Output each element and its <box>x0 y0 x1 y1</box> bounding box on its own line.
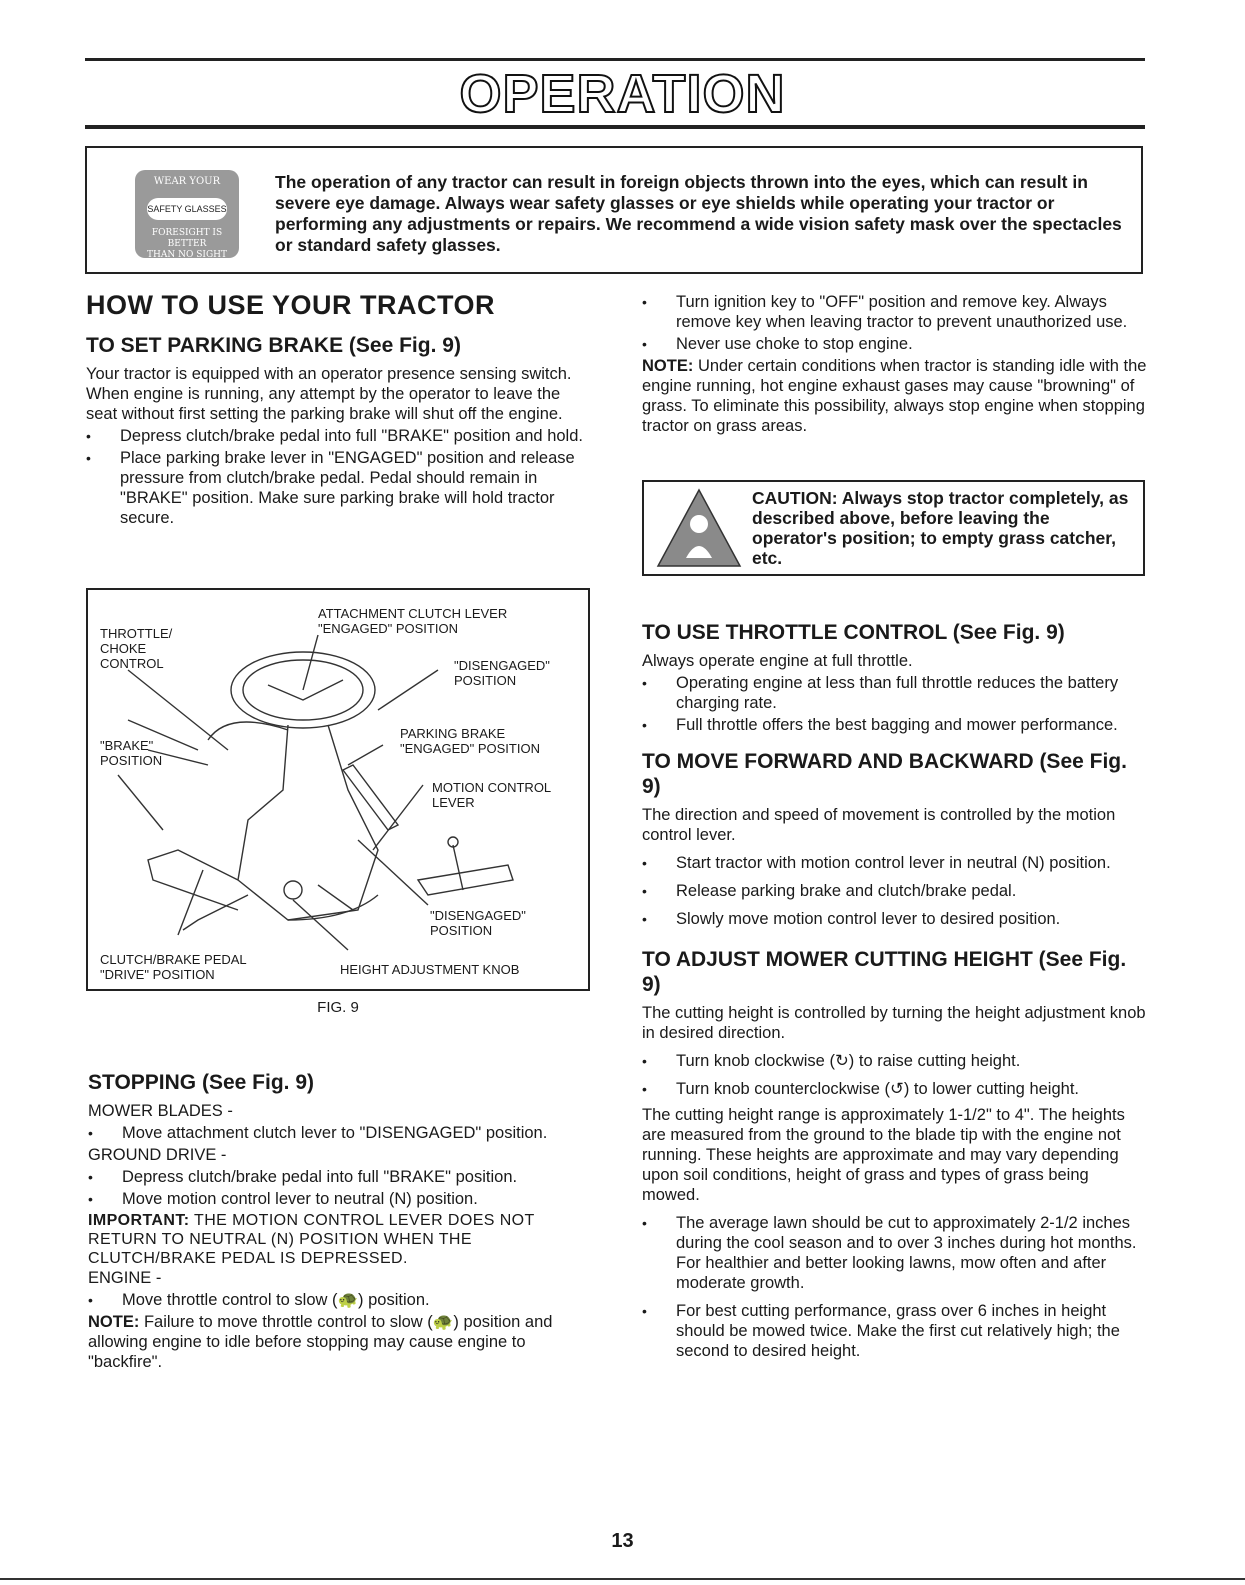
safety-warning-box <box>85 146 1143 274</box>
parking-brake-intro: Your tractor is equipped with an operator presence sensing switch. When engine is running, any attempt by the operator to leave the seat without first setting the parking brake will shut off the engine. <box>86 365 572 423</box>
badge-line-1: WEAR YOUR <box>153 176 221 187</box>
label-parking-brake: PARKING BRAKE "ENGAGED" POSITION <box>400 726 540 756</box>
turtle-icon: 🐢 <box>432 1313 454 1331</box>
list-item <box>642 909 1150 929</box>
note-text-b: ) position and allowing engine to idle before stopping may cause engine to "backfire". <box>88 1313 553 1371</box>
list-item <box>642 853 1150 873</box>
title-rule <box>85 125 1145 129</box>
bullet-text: Turn ignition key to "OFF" position and remove key. Always remove key when leaving tractor to prevent unauthorized use. <box>676 293 1128 331</box>
list-item <box>642 715 1150 735</box>
note-text: Under certain conditions when tractor is standing idle with the engine running, hot engine exhaust gases may cause "browning" of grass. To eliminate this possibility, always stop engine when stopping tractor on grass areas. <box>642 357 1147 435</box>
list-item <box>88 1167 593 1187</box>
warning-triangle-icon <box>654 486 744 572</box>
section-title: HOW TO USE YOUR TRACTOR <box>86 290 496 320</box>
bullet-icon: • <box>642 1303 647 1319</box>
bullet-text-b: ) position. <box>358 1291 430 1309</box>
label-disengaged-2: "DISENGAGED" POSITION <box>430 908 526 938</box>
bullet-text-a: Turn knob counterclockwise ( <box>676 1080 890 1098</box>
bullet-text: Depress clutch/brake pedal into full "BRAKE" position. <box>122 1168 518 1186</box>
throttle-heading: TO USE THROTTLE CONTROL (See Fig. 9) <box>642 621 1065 644</box>
figure-9 <box>86 588 590 991</box>
bullet-text: Operating engine at less than full throttle reduces the battery charging rate. <box>676 674 1119 712</box>
list-item <box>642 1079 1150 1099</box>
bullet-icon: • <box>86 428 91 444</box>
bullet-text-b: ) to lower cutting height. <box>903 1080 1079 1098</box>
note-label: NOTE: <box>88 1313 140 1331</box>
list-item <box>86 448 591 528</box>
list-item <box>88 1123 593 1143</box>
caution-text: CAUTION: Always stop tractor completely, as described above, before leaving the operator's position; to empty grass catcher, etc. <box>752 488 1129 568</box>
right-column-sections <box>642 620 1150 1363</box>
footer-rule <box>0 1578 1245 1580</box>
label-disengaged-1: "DISENGAGED" POSITION <box>454 658 550 688</box>
label-motion-control: MOTION CONTROL LEVER <box>432 780 552 810</box>
height-range-text: The cutting height range is approximately 1-1/2" to 4". The heights are measured from the ground to the blade tip with the engine not running. These heights are approximate and may vary depending upon soil conditions, height of grass and types of grass being mowed. <box>642 1106 1125 1204</box>
counterclockwise-arrow-icon: ↺ <box>889 1080 904 1098</box>
bullet-icon: • <box>88 1292 93 1308</box>
bullet-text: For best cutting performance, grass over 6 inches in height should be mowed twice. Make the first cut relatively high; the second to desired height. <box>676 1302 1120 1360</box>
stopping-section <box>88 1070 593 1372</box>
safety-warning-text: The operation of any tractor can result in foreign objects thrown into the eyes, which can result in severe eye damage. Always wear safety glasses or eye shields while operating your tractor or performing any adjustments or repairs. We recommend a wide vision safety mask over the spectacles or standard safety glasses. <box>275 172 1122 255</box>
caution-box <box>642 480 1145 576</box>
mower-blades-label: MOWER BLADES - <box>88 1102 233 1120</box>
bullet-icon: • <box>642 1081 647 1097</box>
label-attachment-clutch: ATTACHMENT CLUTCH LEVER "ENGAGED" POSITION <box>318 606 508 636</box>
important-text: THE MOTION CONTROL LEVER DOES NOT RETURN TO NEUTRAL (N) POSITION WHEN THE CLUTCH/BRAKE PEDAL IS DEPRESSED. <box>88 1212 535 1267</box>
bullet-text: Slowly move motion control lever to desired position. <box>676 910 1061 928</box>
safety-glasses-badge-icon <box>135 170 239 258</box>
height-heading: TO ADJUST MOWER CUTTING HEIGHT (See Fig. 9) <box>642 948 1127 996</box>
left-column <box>86 290 591 530</box>
bullet-icon: • <box>642 675 647 691</box>
label-throttle-choke: THROTTLE/ CHOKE CONTROL <box>100 626 173 671</box>
list-item <box>642 1301 1150 1361</box>
exhaust-note <box>642 356 1152 436</box>
bullet-icon: • <box>642 883 647 899</box>
bullet-text: Place parking brake lever in "ENGAGED" position and release pressure from clutch/brake pedal. Pedal should remain in "BRAKE" position. Make sure parking brake will hold tractor secure. <box>120 449 575 527</box>
bullet-icon: • <box>642 855 647 871</box>
note-label: NOTE: <box>642 357 694 375</box>
bullet-icon: • <box>642 911 647 927</box>
badge-line-3a: FORESIGHT IS BETTER <box>151 228 223 249</box>
throttle-intro: Always operate engine at full throttle. <box>642 652 913 670</box>
move-heading: TO MOVE FORWARD AND BACKWARD (See Fig. 9) <box>642 750 1127 798</box>
bullet-text-a: Move throttle control to slow ( <box>122 1291 338 1309</box>
bullet-icon: • <box>642 717 647 733</box>
move-intro: The direction and speed of movement is controlled by the motion control lever. <box>642 806 1116 844</box>
top-rule <box>85 58 1145 61</box>
bullet-text: Never use choke to stop engine. <box>676 335 913 353</box>
label-height-knob: HEIGHT ADJUSTMENT KNOB <box>340 962 520 977</box>
list-item <box>642 292 1152 332</box>
bullet-text: The average lawn should be cut to approximately 2-1/2 inches during the cool season and to over 3 inches during hot months. For healthier and better looking lawns, mow often and after moderate growth. <box>676 1214 1137 1292</box>
label-brake-position: "BRAKE" POSITION <box>100 738 163 768</box>
badge-line-2: SAFETY GLASSES <box>147 198 227 220</box>
list-item <box>642 673 1150 713</box>
list-item <box>642 881 1150 901</box>
bullet-icon: • <box>86 450 91 466</box>
stopping-heading: STOPPING (See Fig. 9) <box>88 1071 314 1094</box>
important-note <box>88 1211 593 1268</box>
bullet-text-b: ) to raise cutting height. <box>848 1052 1021 1070</box>
label-clutch-brake: CLUTCH/BRAKE PEDAL "DRIVE" POSITION <box>100 952 247 982</box>
list-item <box>642 1051 1150 1071</box>
important-label: IMPORTANT: <box>88 1212 190 1229</box>
right-column-top <box>642 290 1152 436</box>
list-item <box>88 1290 593 1310</box>
list-item <box>642 1213 1150 1293</box>
bullet-icon: • <box>642 294 647 310</box>
bullet-icon: • <box>88 1169 93 1185</box>
bullet-text: Release parking brake and clutch/brake pedal. <box>676 882 1017 900</box>
height-intro: The cutting height is controlled by turning the height adjustment knob in desired direction. <box>642 1004 1146 1042</box>
bullet-text: Start tractor with motion control lever in neutral (N) position. <box>676 854 1111 872</box>
stopping-note <box>88 1312 593 1372</box>
bullet-icon: • <box>88 1191 93 1207</box>
badge-line-3 <box>135 228 239 258</box>
bullet-text: Full throttle offers the best bagging and mower performance. <box>676 716 1118 734</box>
list-item <box>86 426 591 446</box>
ground-drive-label: GROUND DRIVE - <box>88 1146 227 1164</box>
clockwise-arrow-icon: ↻ <box>834 1052 849 1070</box>
list-item <box>642 334 1152 354</box>
bullet-text: Move attachment clutch lever to "DISENGAGED" position. <box>122 1124 548 1142</box>
bullet-icon: • <box>642 336 647 352</box>
list-item <box>88 1189 593 1209</box>
page-number: 13 <box>611 1530 634 1552</box>
bullet-icon: • <box>642 1215 647 1231</box>
bullet-text-a: Turn knob clockwise ( <box>676 1052 835 1070</box>
engine-label: ENGINE - <box>88 1269 162 1287</box>
bullet-text: Move motion control lever to neutral (N) position. <box>122 1190 478 1208</box>
bullet-icon: • <box>642 1053 647 1069</box>
figure-caption: FIG. 9 <box>317 999 359 1016</box>
parking-brake-heading: TO SET PARKING BRAKE (See Fig. 9) <box>86 334 461 357</box>
note-text-a: Failure to move throttle control to slow ( <box>143 1313 433 1331</box>
bullet-icon: • <box>88 1125 93 1141</box>
turtle-icon: 🐢 <box>337 1291 359 1309</box>
badge-line-3b: THAN NO SIGHT <box>147 250 227 258</box>
bullet-text: Depress clutch/brake pedal into full "BRAKE" position and hold. <box>120 427 583 445</box>
page-title: OPERATION <box>459 64 786 124</box>
